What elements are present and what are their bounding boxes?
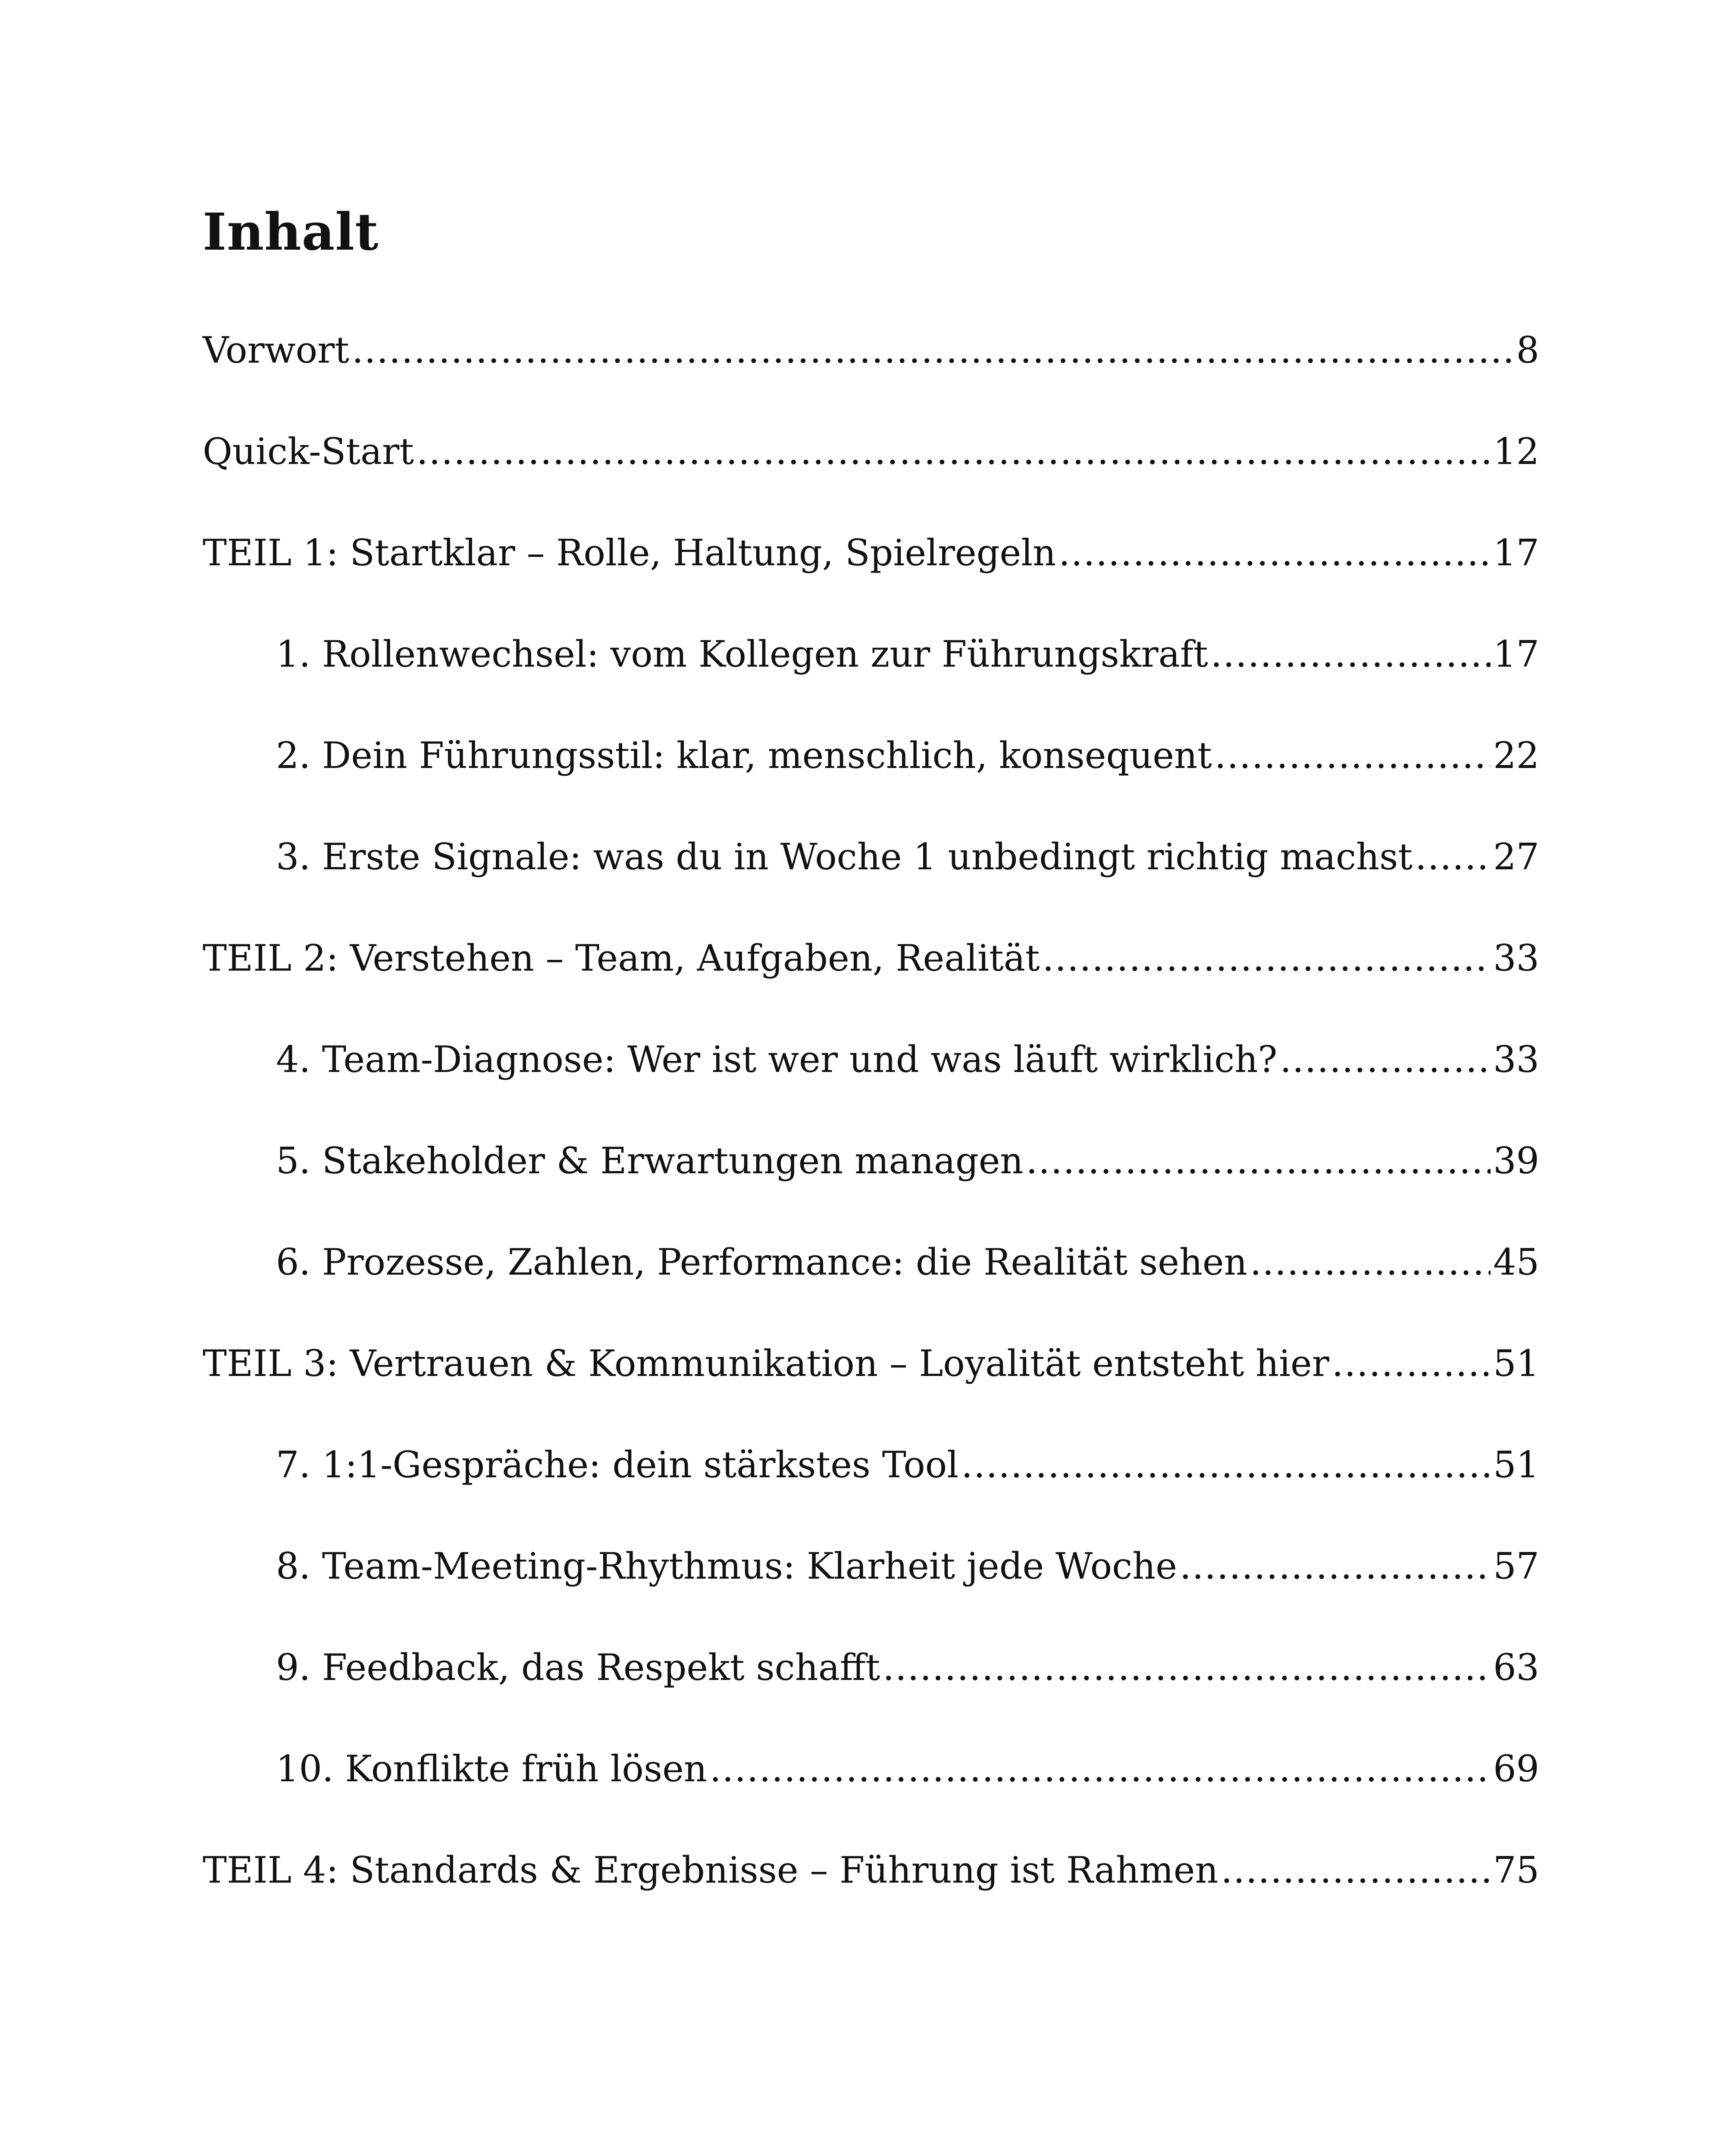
toc-dot-leader — [1180, 1540, 1491, 1592]
toc-entry-page: 39 — [1493, 1140, 1539, 1182]
toc-entry-page: 57 — [1493, 1545, 1539, 1587]
toc-entry-label: Vorwort — [203, 329, 350, 371]
toc-entry[interactable] — [203, 1642, 1539, 1743]
toc-entry-page: 75 — [1493, 1849, 1539, 1891]
toc-dot-leader — [1215, 730, 1491, 781]
toc-dot-leader — [1332, 1338, 1491, 1389]
toc-entry-page: 8 — [1516, 329, 1539, 371]
toc-entry-label: 9. Feedback, das Respekt schafft — [276, 1646, 880, 1689]
toc-entry-page: 51 — [1493, 1444, 1539, 1486]
toc-dot-leader — [417, 426, 1491, 477]
toc-dot-leader — [1043, 932, 1491, 984]
toc-dot-leader — [883, 1642, 1491, 1693]
toc-entry-label: 4. Team-Diagnose: Wer ist wer und was läuft wirklich? — [276, 1038, 1278, 1081]
toc-entry-label: 5. Stakeholder & Erwartungen managen — [276, 1140, 1024, 1182]
document-page — [203, 0, 1539, 2156]
toc-entry-page: 33 — [1493, 937, 1539, 979]
toc-dot-leader — [1280, 1034, 1491, 1085]
toc-title: Inhalt — [203, 202, 379, 262]
toc-dot-leader — [1026, 1135, 1491, 1187]
toc-entry[interactable] — [203, 628, 1539, 730]
toc-entry-label: 8. Team-Meeting-Rhythmus: Klarheit jede Woche — [276, 1545, 1177, 1587]
toc-entry-page: 12 — [1493, 430, 1539, 473]
toc-dot-leader — [1221, 1844, 1491, 1896]
toc-entry-label: TEIL 1: Startklar – Rolle, Haltung, Spielregeln — [203, 532, 1056, 574]
toc-entry-page: 51 — [1493, 1342, 1539, 1385]
toc-dot-leader — [1415, 831, 1491, 883]
toc-entry-label: TEIL 4: Standards & Ergebnisse – Führung ist Rahmen — [203, 1849, 1218, 1891]
toc-dot-leader — [961, 1439, 1491, 1491]
toc-entry[interactable] — [203, 324, 1539, 426]
toc-dot-leader — [352, 324, 1513, 376]
toc-entry-label: TEIL 2: Verstehen – Team, Aufgaben, Realität — [203, 937, 1040, 979]
toc-entry-page: 17 — [1493, 532, 1539, 574]
toc-entry-page: 22 — [1493, 734, 1539, 777]
toc-entry[interactable] — [203, 1338, 1539, 1439]
toc-dot-leader — [710, 1743, 1491, 1795]
toc-list — [203, 324, 1539, 1946]
toc-entry-label: 2. Dein Führungsstil: klar, menschlich, konsequent — [276, 734, 1212, 777]
toc-entry[interactable] — [203, 1439, 1539, 1540]
toc-entry-page: 17 — [1493, 633, 1539, 675]
toc-entry-label: 7. 1:1-Gespräche: dein stärkstes Tool — [276, 1444, 959, 1486]
toc-entry-page: 33 — [1493, 1038, 1539, 1081]
toc-entry[interactable] — [203, 527, 1539, 628]
toc-entry[interactable] — [203, 426, 1539, 527]
toc-entry[interactable] — [203, 1236, 1539, 1338]
toc-entry-page: 69 — [1493, 1748, 1539, 1790]
toc-entry[interactable] — [203, 1034, 1539, 1135]
toc-entry[interactable] — [203, 1743, 1539, 1844]
toc-entry[interactable] — [203, 831, 1539, 932]
toc-entry[interactable] — [203, 730, 1539, 831]
toc-entry-page: 27 — [1493, 836, 1539, 878]
toc-entry-page: 45 — [1493, 1241, 1539, 1283]
toc-dot-leader — [1059, 527, 1491, 579]
toc-entry[interactable] — [203, 932, 1539, 1034]
toc-entry[interactable] — [203, 1135, 1539, 1236]
toc-entry-label: TEIL 3: Vertrauen & Kommunikation – Loyalität entsteht hier — [203, 1342, 1329, 1385]
toc-entry-label: 6. Prozesse, Zahlen, Performance: die Realität sehen — [276, 1241, 1247, 1283]
toc-dot-leader — [1250, 1236, 1491, 1288]
toc-entry-label: 3. Erste Signale: was du in Woche 1 unbedingt richtig machst — [276, 836, 1413, 878]
toc-entry-label: 10. Konflikte früh lösen — [276, 1748, 707, 1790]
toc-entry-label: 1. Rollenwechsel: vom Kollegen zur Führungskraft — [276, 633, 1208, 675]
toc-entry-label: Quick-Start — [203, 430, 414, 473]
toc-dot-leader — [1211, 628, 1491, 680]
toc-entry-page: 63 — [1493, 1646, 1539, 1689]
toc-entry[interactable] — [203, 1540, 1539, 1642]
toc-entry[interactable] — [203, 1844, 1539, 1946]
